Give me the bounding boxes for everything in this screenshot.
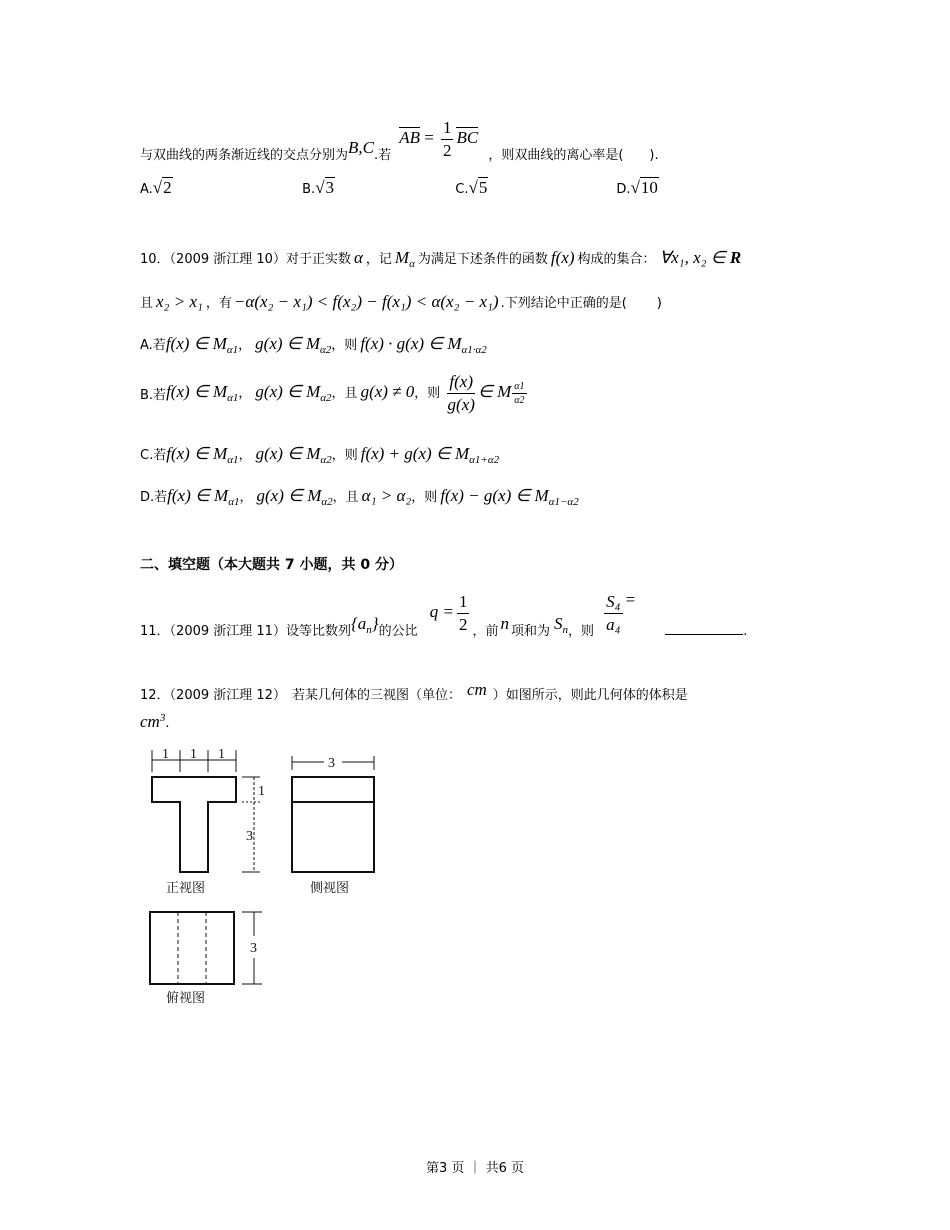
- sqrt-icon: √2: [152, 178, 172, 197]
- q9-points: B,C: [348, 138, 374, 157]
- q9-options: [140, 178, 659, 198]
- fraction-f-over-g: $\frac{f(x)}{g(x)}$: [447, 372, 475, 414]
- fraction-s4-over-a4: $\frac{\text{S₄}}{\text{a₄}}$: [606, 592, 621, 634]
- q10-option-c[interactable]: C.若f(x) ∈ $M_{\alpha 1}$， g(x) ∈ $M_{\alpha 2}$，则 f(x) + g(x) ∈ $M_{\alpha 1+\alpha 2}$: [140, 444, 500, 466]
- q10-option-d[interactable]: D.若f(x) ∈ $M_{\alpha 1}$， g(x) ∈ $M_{\alpha 2}$，且 α₁ > α₂，则 f(x) − g(x) ∈ $M_{\alpha 1-\alpha 2}$: [140, 486, 579, 508]
- front-dim-lines: [152, 750, 260, 872]
- top-view-label: 俯视图: [166, 991, 206, 1006]
- q10-stem-line1: 10．（2009 浙江理 10）对于正实数 α ，记 $M_\alpha$ 为满足下述条件的函数 f(x) 构成的集合： ∀x₁, x₂ ∈ R: [140, 248, 742, 270]
- top-view: [150, 912, 234, 984]
- q10-option-a[interactable]: A.若f(x) ∈ $M_{\alpha 1}$， g(x) ∈ $M_{\alpha 2}$，则 f(x) · g(x) ∈ $M_{\alpha 1\cdot\alpha 2}$: [140, 334, 487, 356]
- side-view: [292, 777, 374, 872]
- q9-option-c[interactable]: C.√5: [455, 178, 488, 197]
- front-view: [152, 777, 236, 872]
- dim-label: 1: [162, 747, 169, 762]
- side-view-label: 侧视图: [310, 881, 350, 896]
- three-view-figure: [138, 740, 388, 1024]
- section-title: 二、填空题（本大题共 7 小题，共 0 分）: [140, 557, 403, 573]
- fraction-half: $\frac{1}{2}$: [458, 592, 468, 634]
- dim-label: 1: [258, 784, 265, 799]
- dim-label: 1: [218, 747, 225, 762]
- page-footer: 第3 页 ｜ 共6 页: [425, 1161, 525, 1176]
- q11-stem: 11．（2009 浙江理 11）设等比数列$\{a_n\}$的公比 q = $\frac{1}{2}$ ，前 n 项和为 $S_n$，则 $\frac{\text{S₄}}{\text{a₄}}$ =.: [140, 590, 748, 639]
- three-view-drawing: [138, 740, 388, 1020]
- q9-option-d[interactable]: D.√10: [616, 178, 658, 197]
- q12-stem-line2: $cm^3$.: [140, 712, 170, 731]
- fraction-alpha-sub: $\frac{\alpha 1}{\alpha 2}$: [514, 381, 525, 406]
- q9-option-b[interactable]: B.√3: [302, 178, 335, 197]
- q12-stem: 12．（2009 浙江理 12） 若某几何体的三视图（单位： cm ）如图所示，则此几何体的体积是: [140, 680, 688, 703]
- answer-blank[interactable]: [665, 620, 743, 635]
- dim-label: 1: [190, 747, 197, 762]
- fraction-half: $\frac{1}{2}$: [442, 118, 452, 160]
- q10-stem-line2: 且 x₂ > x₁ ，有 −α(x₂ − x₁) < f(x₂) − f(x₁) < α(x₂ − x₁) .下列结论中正确的是( ): [140, 292, 662, 311]
- sqrt-icon: √3: [315, 178, 335, 197]
- sqrt-icon: √5: [468, 178, 488, 197]
- q9-option-a[interactable]: A.√2: [140, 178, 172, 197]
- vector-ab: AB: [399, 128, 421, 147]
- vector-bc: BC: [456, 128, 479, 147]
- q10-option-b[interactable]: B.若f(x) ∈ $M_{\alpha 1}$， g(x) ∈ $M_{\alpha 2}$，且 g(x) ≠ 0，则 $\frac{f(x)}{g(x)}$ ∈ M $\frac{\alpha 1}{\alpha 2}$: [140, 372, 525, 414]
- dim-label: 3: [246, 829, 253, 844]
- sqrt-icon: √10: [630, 178, 658, 197]
- q9-stem: 与双曲线的两条渐近线的交点分别为B,C.若 AB = $\frac{1}{2}$ BC ，则双曲线的离心率是( ).: [140, 118, 659, 163]
- dim-label: 3: [250, 941, 257, 956]
- front-view-label: 正视图: [166, 881, 206, 896]
- dim-label: 3: [328, 756, 335, 771]
